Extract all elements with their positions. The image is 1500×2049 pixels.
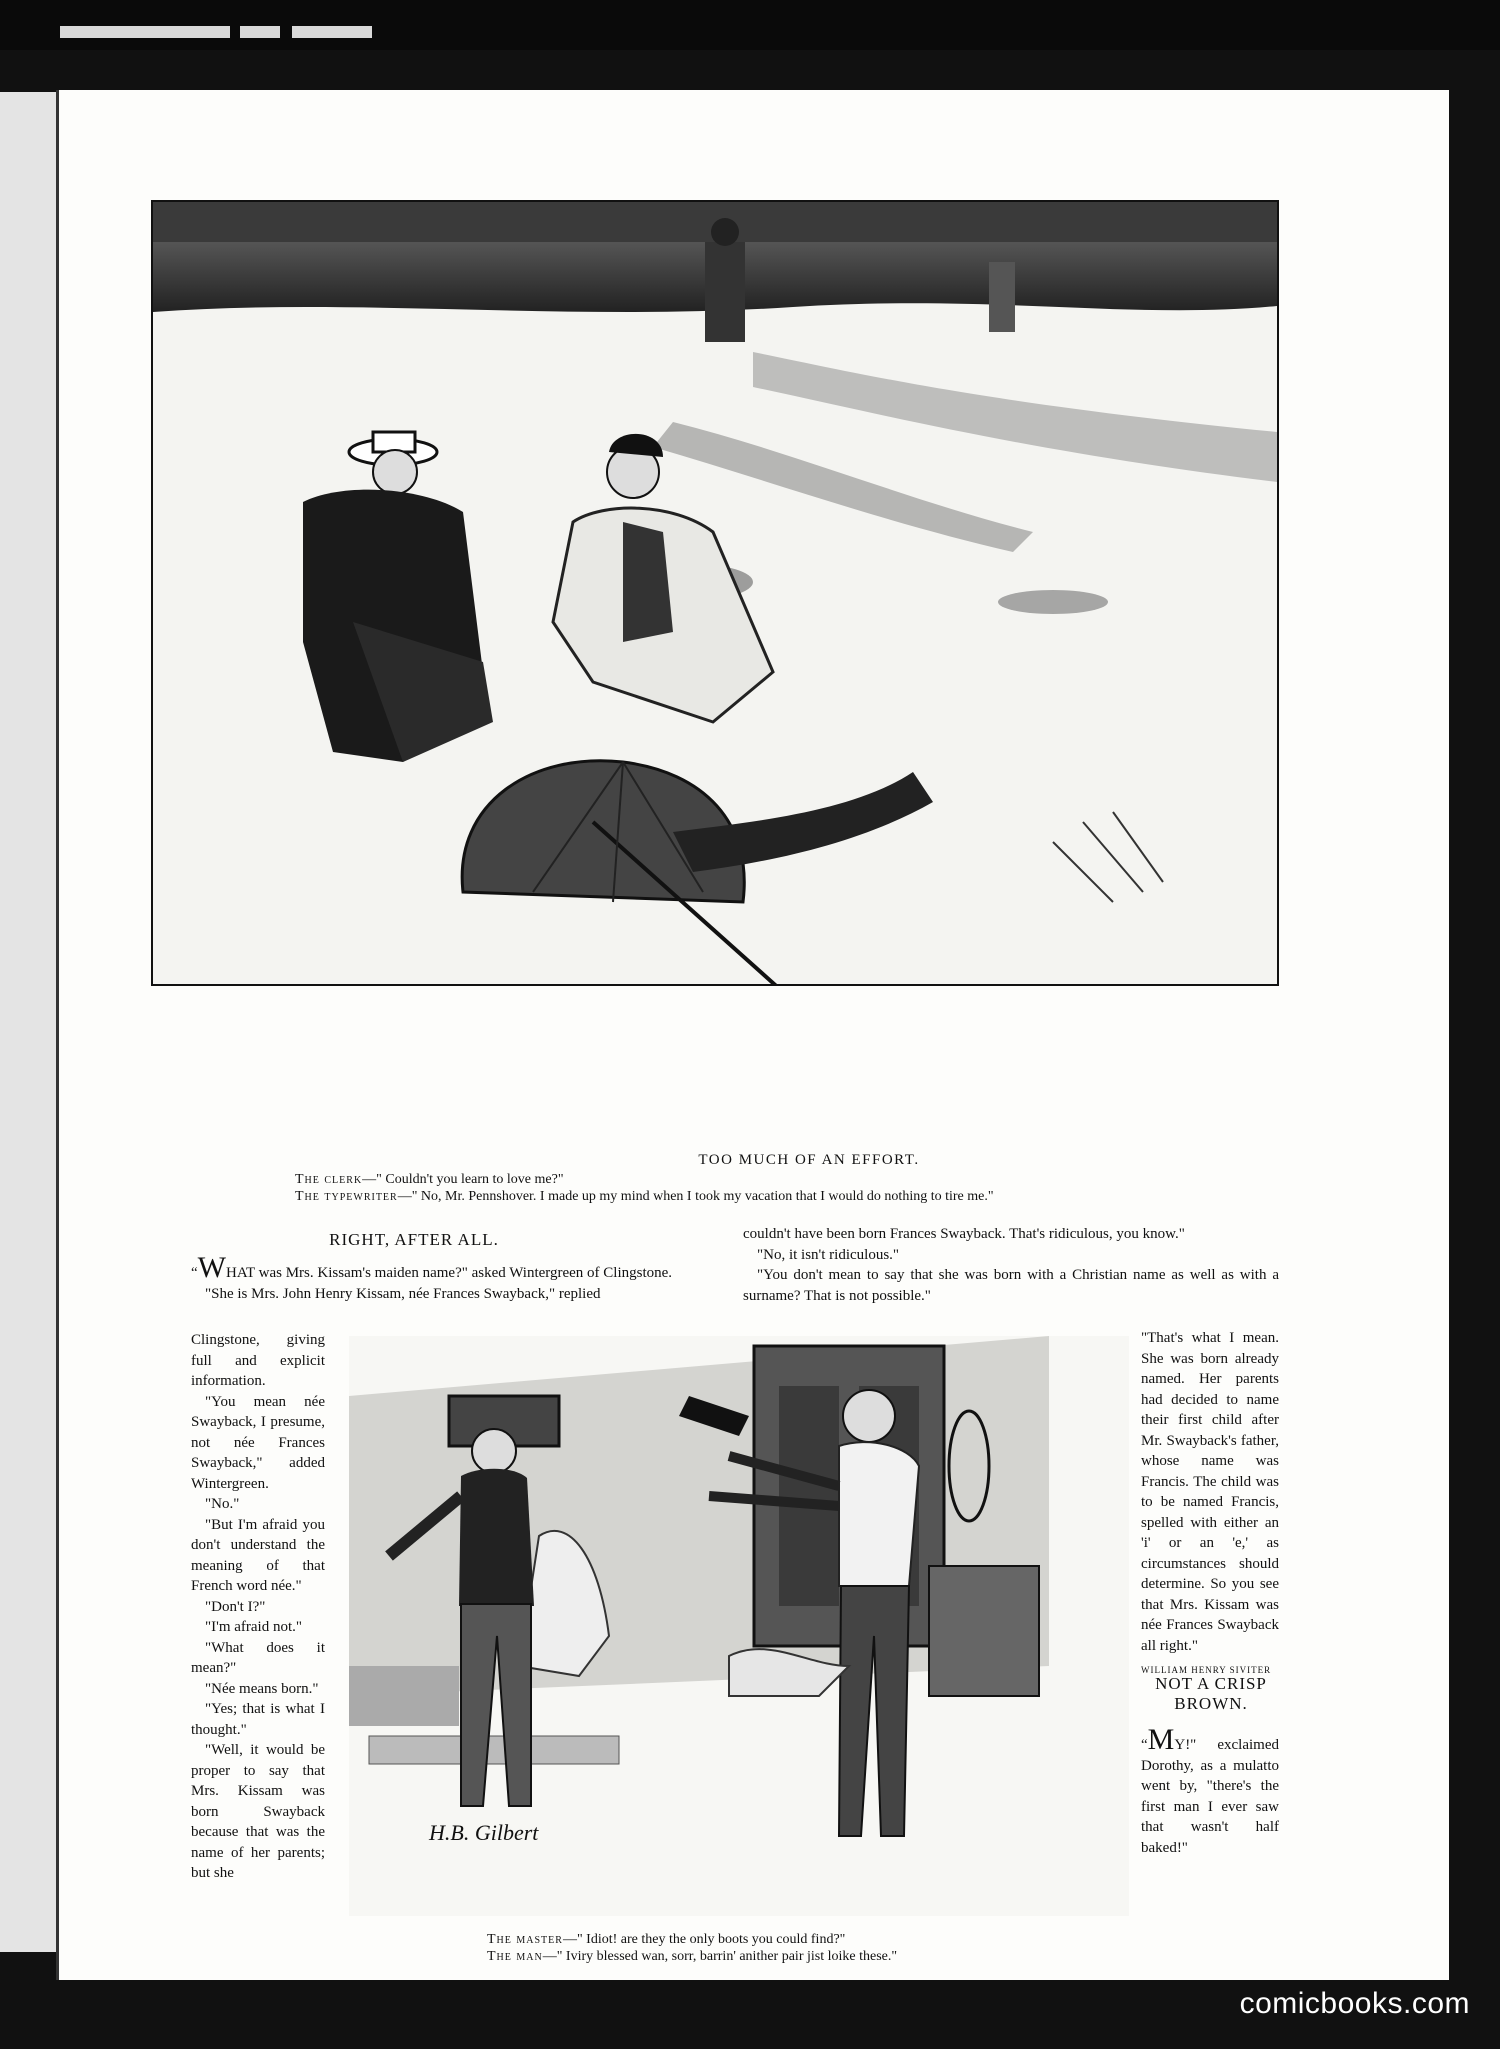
bottom-caption-line-1: [487, 1932, 845, 1948]
bottom-caption-line-2: [487, 1949, 897, 1965]
narrow-paragraph: "You mean née Swayback, I presume, not née Frances Swayback," added Wintergreen.: [191, 1393, 325, 1492]
narrow-paragraph: Clingstone, giving full and explicit information.: [191, 1332, 325, 1389]
article-narrow-column: [191, 1330, 325, 1884]
beach-illustration: [151, 200, 1279, 986]
open-quote: “: [191, 1265, 198, 1281]
narrow-paragraph: "Don't I?": [205, 1598, 266, 1615]
narrow-paragraph: "Well, it would be proper to say that Mrs. Kissam was born Swayback because that was the name of her parents; but she: [191, 1742, 325, 1881]
lead-paragraph: HAT was Mrs. Kissam's maiden name?" asked Wintergreen of Clingstone.: [226, 1265, 673, 1281]
open-quote: “: [1141, 1737, 1148, 1753]
article-headline-right-after-all: RIGHT, AFTER ALL.: [329, 1230, 499, 1249]
article-byline: WILLIAM HENRY SIVITER: [1141, 1665, 1272, 1675]
speaker-typewriter: The typewriter: [295, 1189, 398, 1204]
speaker-master: The master: [487, 1932, 563, 1947]
facing-page-edge: [0, 92, 58, 1952]
scan-top-border: [0, 0, 1500, 50]
headline-line-2: BROWN.: [1174, 1694, 1248, 1713]
master-line: —" Idiot! are they the only boots you could find?": [562, 1932, 846, 1947]
article-lead-block: [191, 1251, 731, 1304]
narrow-paragraph: "Yes; that is what I thought.": [191, 1701, 325, 1738]
scan-strip: [60, 26, 230, 38]
middle-paragraph: couldn't have been born Frances Swayback. That's ridiculous, you know.": [743, 1226, 1185, 1242]
top-caption-title: TOO MUCH OF AN EFFORT.: [698, 1152, 920, 1168]
article-headline-not-a-crisp-brown: [1141, 1674, 1281, 1714]
article-right-column: [1141, 1328, 1279, 1681]
speaker-man: The man: [487, 1949, 543, 1964]
typewriter-line: —" No, Mr. Pennshover. I made up my mind when I took my vacation that I would do nothing to tire me.": [397, 1189, 994, 1204]
narrow-paragraph: "But I'm afraid you don't understand the meaning of that French word née.": [191, 1516, 325, 1594]
article-middle-block: [743, 1224, 1279, 1306]
scan-strip: [240, 26, 280, 38]
dorothy-paragraph: [1141, 1723, 1279, 1858]
drop-cap-w: W: [197, 1251, 226, 1284]
narrow-paragraph: "No.": [205, 1496, 240, 1512]
magazine-page: [56, 90, 1449, 1980]
beach-scene-drawing: [153, 202, 1277, 984]
dorothy-text: Y!" exclaimed Dorothy, as a mulatto went by, "there's the first man I ever saw that wasn't half baked!": [1141, 1737, 1279, 1856]
top-caption-line-1: [295, 1172, 564, 1188]
artist-signature: H.B. Gilbert: [429, 1820, 539, 1845]
narrow-paragraph: "Née means born.": [205, 1680, 319, 1697]
drop-cap-m: M: [1147, 1723, 1175, 1756]
bedroom-illustration: [349, 1336, 1129, 1916]
headline-line-1: NOT A CRISP: [1155, 1674, 1267, 1693]
middle-paragraph: "You don't mean to say that she was born with a Christian name as well as with a surname? That is not possible.": [743, 1267, 1279, 1304]
man-line: —" Iviry blessed wan, sorr, barrin' anither pair jist loike these.": [542, 1949, 898, 1964]
second-paragraph: "She is Mrs. John Henry Kissam, née Frances Swayback," replied: [205, 1285, 601, 1302]
middle-paragraph: "No, it isn't ridiculous.": [757, 1246, 900, 1263]
top-caption-line-2: [295, 1189, 994, 1205]
site-watermark: comicbooks.com: [1239, 1987, 1470, 2020]
scan-strip: [292, 26, 372, 38]
speaker-clerk: The clerk: [295, 1172, 363, 1187]
clerk-line: —" Couldn't you learn to love me?": [362, 1172, 564, 1187]
right-paragraph: "That's what I mean. She was born already named. Her parents had decided to name their first child after Mr. Swayback's father, whose name was Francis. The child was to be named Francis, spelled with either an 'i' or an 'e,' as circumstances should determine. So you see that Mrs. Kissam was née Frances Swayback all right.": [1141, 1330, 1279, 1654]
narrow-paragraph: "What does it mean?": [191, 1639, 325, 1676]
narrow-paragraph: "I'm afraid not.": [205, 1619, 303, 1635]
